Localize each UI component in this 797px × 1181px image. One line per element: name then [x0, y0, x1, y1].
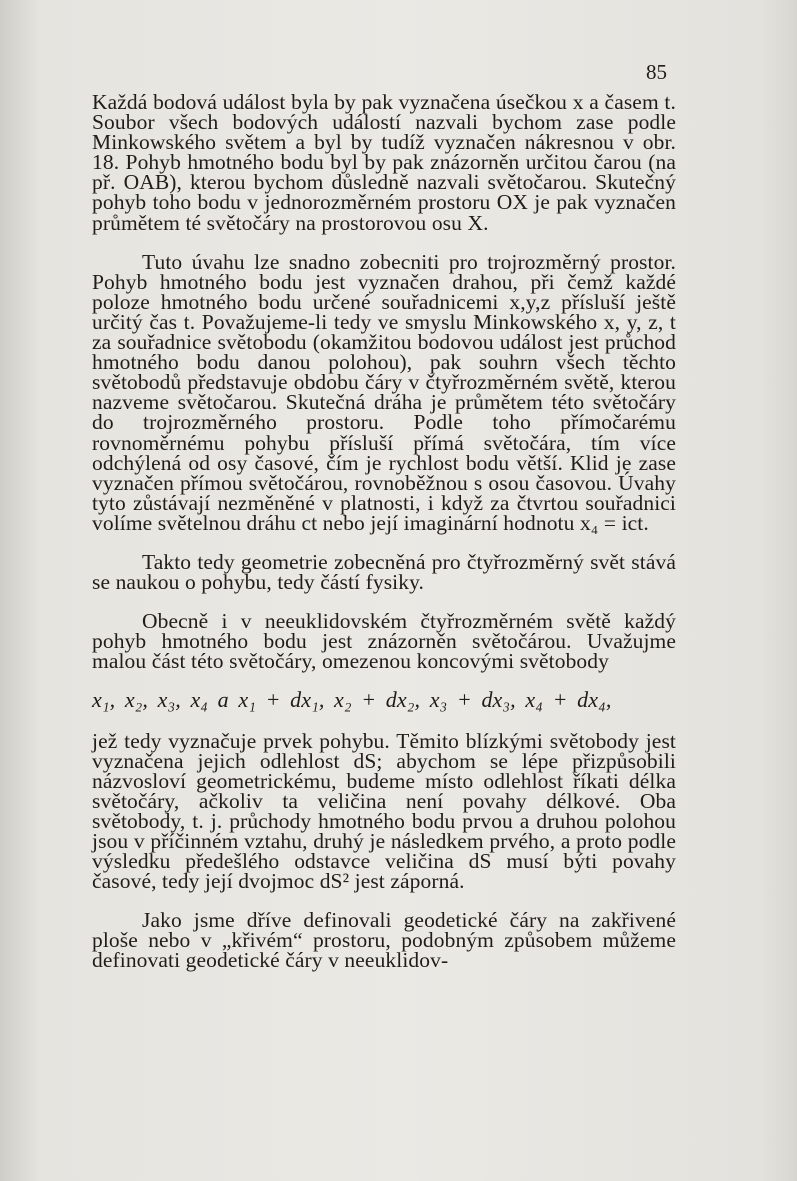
- page-number: 85: [646, 60, 667, 84]
- body-text: [92, 92, 676, 990]
- equation-line: x₁, x₂, x₃, x₄ a x₁ + dx₁, x₂ + dx₂, x₃ + dx₃, x₄ + dx₄,: [92, 687, 612, 713]
- paragraph-5: jež tedy vyznačuje prvek pohybu. Těmito blízkými světobody jest vyznačena jejich odlehlost dS; abychom se lépe přizpůsobili názvosloví geometrickému, budeme místo odlehlost říkati délka světočáry, ačkoliv ta veličina není povahy délkové. Oba světobody, t. j. průchody hmotného bodu prvou a druhou polohou jsou v příčinném vztahu, druhý je následkem prvého, a proto podle výsledku předešlého odstavce veličina dS musí býti povahy časové, tedy její dvojmoc dS² jest záporná.: [92, 728, 676, 894]
- paragraph-3: Takto tedy geometrie zobecněná pro čtyřrozměrný svět stává se naukou o pohybu, tedy částí fysiky.: [92, 549, 676, 595]
- paragraph-2: Tuto úvahu lze snadno zobecniti pro trojrozměrný prostor. Pohyb hmotného bodu jest vyznačen drahou, při čemž každé poloze hmotného bodu určené souřadnicemi x,y,z přísluší ještě určitý čas t. Považujeme-li tedy ve smyslu Minkowského x, y, z, t za souřadnice světobodu (okamžitou bodovou událost jest průchod hmotného bodu danou polohou), pak souhrn všech těchto světobodů představuje obdobu čáry v čtyřrozměrném světě, kterou nazveme světočarou. Skutečná dráha je průmětem této světočáry do trojrozměrného prostoru. Podle toho přímočarému rovnoměrnému pohybu přísluší přímá světočára, tím více odchýlená od osy časové, čím je rychlost bodu větší. Klid je zase vyznačen přímou světočárou, rovnoběžnou s osou časovou. Úvahy tyto zůstávají nezměněné v platnosti, i když za čtvrtou souřadnici volíme světelnou dráhu ct nebo její imaginární hodnotu x₄ = ict.: [92, 249, 676, 535]
- paragraph-4: Obecně i v neeuklidovském čtyřrozměrném světě každý pohyb hmotného bodu jest znázorněn světočárou. Uvažujme malou část této světočáry, omezenou koncovými světobody: [92, 609, 676, 674]
- paragraph-6: Jako jsme dříve definovali geodetické čáry na zakřivené ploše nebo v „křivém“ prostoru, podobným způsobem můžeme definovati geodetické čáry v neeuklidov-: [92, 908, 676, 973]
- paragraph-1: Každá bodová událost byla by pak vyznačena úsečkou x a časem t. Soubor všech bodových událostí nazvali bychom zase podle Minkowského světem a byl by tudíž vyznačen nákresnou v obr. 18. Pohyb hmotného bodu byl by pak znázorněn určitou čarou (na př. OAB), kterou bychom důsledně nazvali světočarou. Skutečný pohyb toho bodu v jednorozměrném prostoru OX je pak vyznačen průmětem té světočáry na prostorovou osu X.: [92, 90, 676, 235]
